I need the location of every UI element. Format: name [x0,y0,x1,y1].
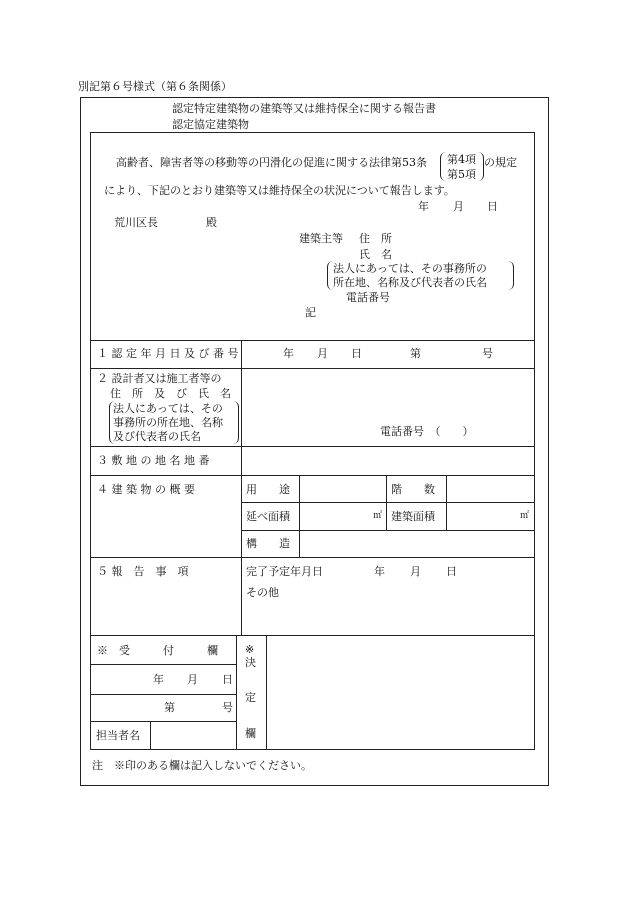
footer-note: 注 ※印のある欄は記入しないでください。 [92,759,312,772]
table-line-r3 [90,475,535,476]
outer-frame-left [80,97,81,786]
reception-day: 日 [222,673,233,686]
reception-divider [236,635,237,750]
r2-label-line2: 住 所 及 び 氏 名 [110,387,231,400]
r4-col2 [386,475,387,531]
decision-char2: 決 [245,656,256,669]
inner-frame-top [90,132,535,133]
option-paragraph-4: 第4項 [447,153,476,166]
r4-structure-label: 構 造 [246,537,290,550]
inner-frame-left [90,132,91,750]
applicant-address-label: 住 所 [359,232,392,245]
form-label: 別記第６号様式（第６条関係） [78,80,232,93]
r4-use-label: 用 途 [246,483,290,496]
table-line-r5 [90,635,535,636]
intro-text-part1: 高齢者、障害者等の移動等の円滑化の促進に関する法律第53条 [116,156,427,169]
outer-frame-bottom [80,785,549,786]
date-year: 年 [418,200,429,213]
reception-year: 年 [153,673,164,686]
r2-corp-line3: 及び代表者の氏名 [113,430,201,443]
table-line-r4b [241,530,535,531]
r2-label-line1: ２ 設計者又は施工者等の [97,372,222,385]
r3-label: ３ 敷 地 の 地 名 地 番 [97,454,210,467]
r4-total-area-label: 延べ面積 [246,510,290,523]
reception-line1 [90,664,236,665]
r5-day: 日 [446,565,457,578]
intro-text-line2: により、下記のとおり建築等又は維持保全の状況について報告します。 [104,184,455,197]
reception-line2 [90,694,236,695]
addressee-name: 荒川区長 [114,216,158,229]
applicant-corp-line2: 所在地、名称及び代表者の氏名 [333,276,487,289]
decision-divider [266,635,267,750]
r4-col3 [446,475,447,531]
report-title-line1: 認定特定建築物の建築等又は維持保全に関する報告書 [172,102,436,115]
r4-col1 [299,475,300,558]
r1-go: 号 [482,347,493,360]
r5-other-label: その他 [246,586,279,599]
r5-month: 月 [410,565,421,578]
table-col-divider [241,340,242,636]
reception-label: ※ 受 付 欄 [97,644,218,657]
table-line-r4 [90,557,535,558]
reception-go: 号 [222,701,233,714]
applicant-label: 建築主等 [299,232,343,245]
r2-phone: 電話番号 （ ） [380,425,474,438]
r5-label: ５ 報 告 事 項 [97,565,189,578]
applicant-name-label: 氏 名 [359,248,392,261]
decision-char4: 欄 [245,727,256,740]
addressee-honorific: 殿 [206,216,217,229]
r5-completion-label: 完了予定年月日 [246,565,323,578]
option-paragraph-5: 第5項 [447,168,476,181]
date-month: 月 [453,200,464,213]
r4-label: ４ 建 築 物 の 概 要 [97,483,195,496]
r4-floors-label: 階 数 [391,483,435,496]
r2-corp-line1: 法人にあっては、その [113,402,223,415]
outer-frame-top [80,97,549,98]
table-line-top [90,340,535,341]
decision-char1: ※ [245,643,255,656]
table-line-r1 [90,368,535,369]
r4-total-area-unit: ㎡ [373,511,383,521]
applicant-phone-label: 電話番号 [346,291,390,304]
r1-month: 月 [317,347,328,360]
intro-text-part2: の規定 [484,156,517,169]
r1-year: 年 [283,347,294,360]
r2-corp-line2: 事務所の所在地、名称 [113,416,223,429]
r4-building-area-unit: ㎡ [520,511,530,521]
r1-day: 日 [351,347,362,360]
reception-line3 [90,721,236,722]
decision-char3: 定 [245,691,256,704]
r1-label: １ 認 定 年 月 日 及 び 番 号 [97,347,239,360]
date-day: 日 [487,200,498,213]
reception-dai: 第 [164,701,175,714]
inner-frame-right [534,132,535,750]
table-line-r4a [241,502,535,503]
ki-marker: 記 [305,306,316,319]
reception-month: 月 [187,673,198,686]
outer-frame-right [548,97,549,786]
inner-frame-bottom [90,749,535,750]
table-line-r2 [90,446,535,447]
r1-dai: 第 [410,347,421,360]
reception-person-divider [150,721,151,750]
applicant-corp-line1: 法人にあっては、その事務所の [333,262,487,275]
r4-building-area-label: 建築面積 [391,510,435,523]
r5-year: 年 [374,565,385,578]
report-title-line2: 認定協定建築物 [172,118,249,131]
reception-person: 担当者名 [96,729,140,742]
